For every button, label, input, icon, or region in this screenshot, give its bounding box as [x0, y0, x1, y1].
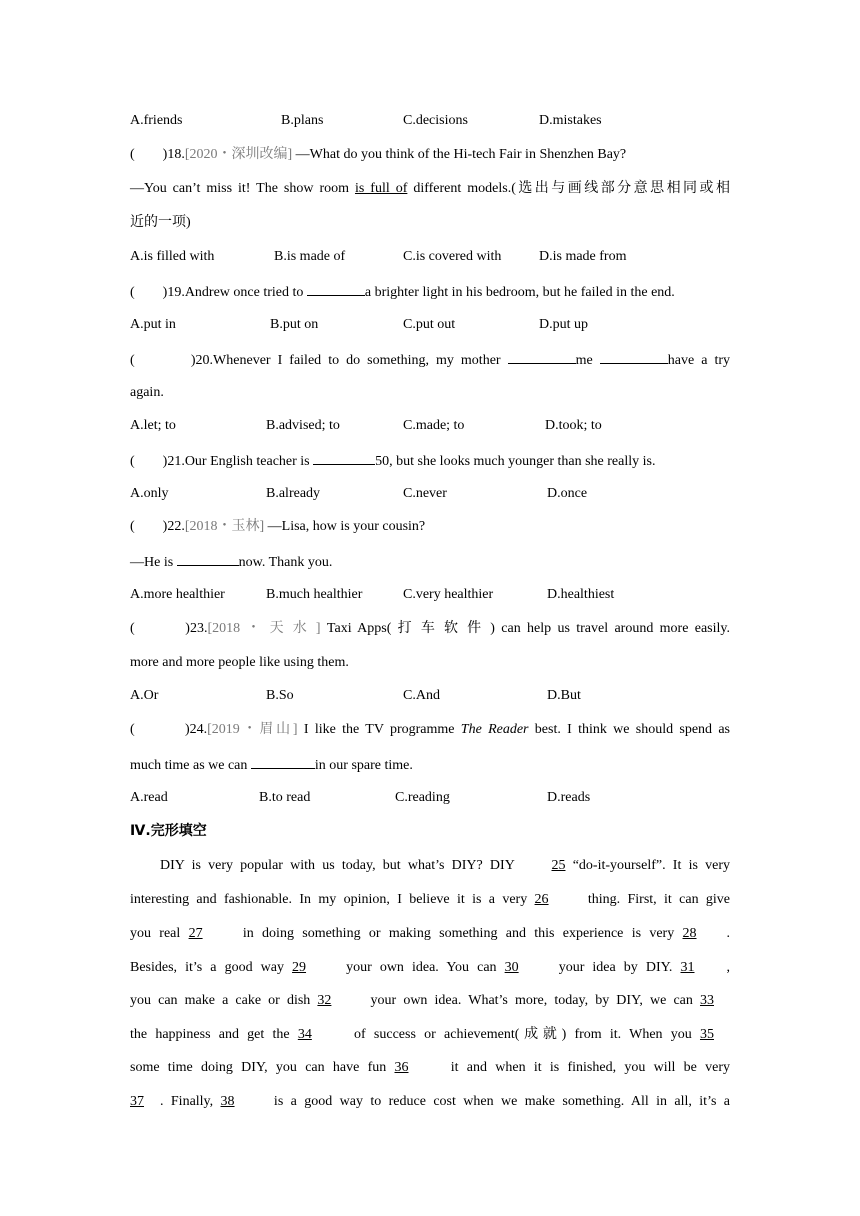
- q20-stem: [130, 349, 730, 369]
- q20-option-b: B.advised; to: [266, 418, 340, 433]
- q22-stem: [130, 517, 730, 537]
- q20-blank-1[interactable]: [508, 349, 576, 364]
- q21-option-a: A.only: [130, 486, 169, 501]
- cloze-text: .: [726, 926, 731, 941]
- q24-programme-title: The Reader: [460, 722, 529, 737]
- cloze-text: your own idea. What’s more, today, by DIY, we can: [363, 993, 700, 1008]
- blank-36[interactable]: 36: [394, 1060, 409, 1075]
- q22-answer-suffix: now. Thank you.: [238, 555, 333, 570]
- q23-option-b: B.So: [266, 688, 294, 703]
- q23-option-a: A.Or: [130, 688, 159, 703]
- blank-25[interactable]: 25: [551, 858, 566, 873]
- q20-option-a: A.let; to: [130, 418, 176, 433]
- q24-option-c: C.reading: [395, 790, 450, 805]
- blank-32[interactable]: 32: [317, 993, 332, 1008]
- cloze-text: your own idea. You can: [338, 960, 505, 975]
- cloze-text: of success or achievement(成就) from it. When you: [345, 1027, 700, 1042]
- blank-27[interactable]: 27: [188, 926, 203, 941]
- q18-option-d: D.is made from: [539, 249, 627, 264]
- cloze-text: ,: [726, 960, 730, 975]
- cloze-text: is a good way to reduce cost when we make something. All in all, it’s a: [266, 1094, 731, 1109]
- q24-paren: ( )24.: [130, 722, 208, 737]
- q19-options: [130, 315, 730, 335]
- blank-38[interactable]: 38: [220, 1094, 235, 1109]
- q21-blank[interactable]: [313, 450, 375, 465]
- q19-option-a: A.put in: [130, 317, 176, 332]
- q19-suffix: a brighter light in his bedroom, but he failed in the end.: [364, 285, 675, 300]
- q19-prefix: ( )19.Andrew once tried to: [130, 285, 307, 300]
- q18-underlined-phrase: is full of: [354, 181, 408, 196]
- q22-paren: ( )22.: [130, 519, 185, 534]
- q18-question: —What do you think of the Hi-tech Fair in Shenzhen Bay?: [295, 147, 627, 162]
- cloze-line-1: [130, 856, 730, 876]
- cloze-text: DIY is very popular with us today, but what’s DIY? DIY: [160, 858, 522, 873]
- q24-question-b: best. I think we should spend as: [528, 722, 730, 737]
- q18-answer-line: [130, 179, 730, 199]
- cloze-text: Besides, it’s a good way: [130, 960, 293, 975]
- q20-prefix: ( )20.Whenever I failed to do something, my mother: [130, 353, 508, 368]
- cloze-line-8: [130, 1092, 730, 1112]
- q23-option-d: D.But: [547, 688, 581, 703]
- q18-paren: ( )18.: [130, 147, 185, 162]
- cloze-text: . Finally,: [160, 1094, 221, 1109]
- q20-suffix: have a try: [667, 353, 731, 368]
- cloze-text: in doing something or making something and this experience is very: [234, 926, 683, 941]
- q21-option-c: C.never: [403, 486, 447, 501]
- cloze-line-7: [130, 1058, 730, 1078]
- q18-instruction: different models.(选出与画线部分意思相同或相: [407, 181, 730, 196]
- q20-option-d: D.took; to: [545, 418, 602, 433]
- q23-option-c: C.And: [403, 688, 440, 703]
- q21-options: [130, 484, 730, 504]
- cloze-text: “do-it-yourself”. It is very: [565, 858, 730, 873]
- blank-29[interactable]: 29: [292, 960, 307, 975]
- cloze-text: you can make a cake or dish: [130, 993, 318, 1008]
- q18-source: [2020・深圳改编]: [184, 147, 293, 162]
- q19-blank[interactable]: [307, 281, 365, 296]
- cloze-line-6: [130, 1025, 730, 1045]
- q20-options: [130, 416, 730, 436]
- q19-option-d: D.put up: [539, 317, 588, 332]
- q24-question-a: I like the TV programme: [297, 722, 461, 737]
- q22-answer-line: [130, 551, 730, 571]
- cloze-line-4: [130, 958, 730, 978]
- q19-stem: [130, 281, 730, 301]
- q18-option-a: A.is filled with: [130, 249, 215, 264]
- q23-cont: more and more people like using them.: [130, 655, 349, 670]
- q22-option-a: A.more healthier: [130, 587, 225, 602]
- q17-option-c: C.decisions: [403, 113, 468, 128]
- q17-option-b: B.plans: [281, 113, 324, 128]
- q21-stem: [130, 450, 730, 470]
- q17-option-a: A.friends: [130, 113, 183, 128]
- q20-cont: again.: [130, 385, 164, 400]
- q18-instruction-cont: 近的一项): [130, 215, 191, 230]
- q21-prefix: ( )21.Our English teacher is: [130, 454, 314, 469]
- q20-blank-2[interactable]: [600, 349, 668, 364]
- q19-option-c: C.put out: [403, 317, 456, 332]
- q24-cont-prefix: much time as we can: [130, 758, 251, 773]
- blank-26[interactable]: 26: [534, 892, 549, 907]
- blank-35[interactable]: 35: [699, 1027, 714, 1042]
- q22-options: [130, 585, 730, 605]
- blank-34[interactable]: 34: [297, 1027, 312, 1042]
- cloze-text: thing. First, it can give: [580, 892, 731, 907]
- q23-paren: ( )23.: [130, 621, 208, 636]
- cloze-text: interesting and fashionable. In my opinion, I believe it is a very: [130, 892, 535, 907]
- q18-option-b: B.is made of: [274, 249, 346, 264]
- q19-option-b: B.put on: [270, 317, 319, 332]
- q23-question: Taxi Apps( 打 车 软 件 ) can help us travel around more easily.: [320, 621, 731, 636]
- blank-31[interactable]: 31: [680, 960, 695, 975]
- cloze-text: it and when it is finished, you will be very: [442, 1060, 730, 1075]
- cloze-line-5: [130, 991, 730, 1011]
- q22-source: [2018・玉林]: [184, 519, 265, 534]
- q22-option-c: C.very healthier: [403, 587, 494, 602]
- q24-source: [2019・眉山]: [207, 722, 298, 737]
- q22-option-d: D.healthiest: [547, 587, 615, 602]
- cloze-text: some time doing DIY, you can have fun: [130, 1060, 395, 1075]
- q20-mid: me: [575, 353, 600, 368]
- cloze-line-3: [130, 924, 730, 944]
- q17-option-d: D.mistakes: [539, 113, 602, 128]
- q23-options: [130, 686, 730, 706]
- cloze-line-2: [130, 890, 730, 910]
- q24-stem: [130, 720, 730, 740]
- q18-option-c: C.is covered with: [403, 249, 502, 264]
- q24-option-d: D.reads: [547, 790, 591, 805]
- q24-cont: [130, 754, 730, 774]
- q18-answer-text: —You can’t miss it! The show room: [130, 181, 355, 196]
- q21-suffix: 50, but she looks much younger than she really is.: [375, 454, 656, 469]
- blank-37[interactable]: 37: [130, 1094, 144, 1109]
- blank-33[interactable]: 33: [699, 993, 714, 1008]
- q20-option-c: C.made; to: [403, 418, 465, 433]
- q18-options: [130, 247, 730, 267]
- q24-options: [130, 788, 730, 808]
- q22-option-b: B.much healthier: [266, 587, 363, 602]
- blank-30[interactable]: 30: [504, 960, 519, 975]
- q24-cont-suffix: in our spare time.: [314, 758, 413, 773]
- q22-blank[interactable]: [177, 551, 239, 566]
- cloze-text: you real: [130, 926, 189, 941]
- blank-28[interactable]: 28: [682, 926, 697, 941]
- q24-blank[interactable]: [251, 754, 315, 769]
- q24-option-a: A.read: [130, 790, 168, 805]
- cloze-text: your idea by DIY.: [550, 960, 681, 975]
- cloze-text: the happiness and get the: [130, 1027, 298, 1042]
- q22-question: —Lisa, how is your cousin?: [264, 519, 426, 534]
- q22-answer-prefix: —He is: [130, 555, 177, 570]
- q17-options: [130, 111, 730, 131]
- q23-source: [2018 ・ 天 水 ]: [207, 621, 321, 636]
- q24-option-b: B.to read: [259, 790, 311, 805]
- q21-option-d: D.once: [547, 486, 588, 501]
- section-title: Ⅳ.完形填空: [130, 823, 207, 839]
- q18-stem: [130, 145, 730, 165]
- q21-option-b: B.already: [266, 486, 321, 501]
- q23-stem: [130, 619, 730, 639]
